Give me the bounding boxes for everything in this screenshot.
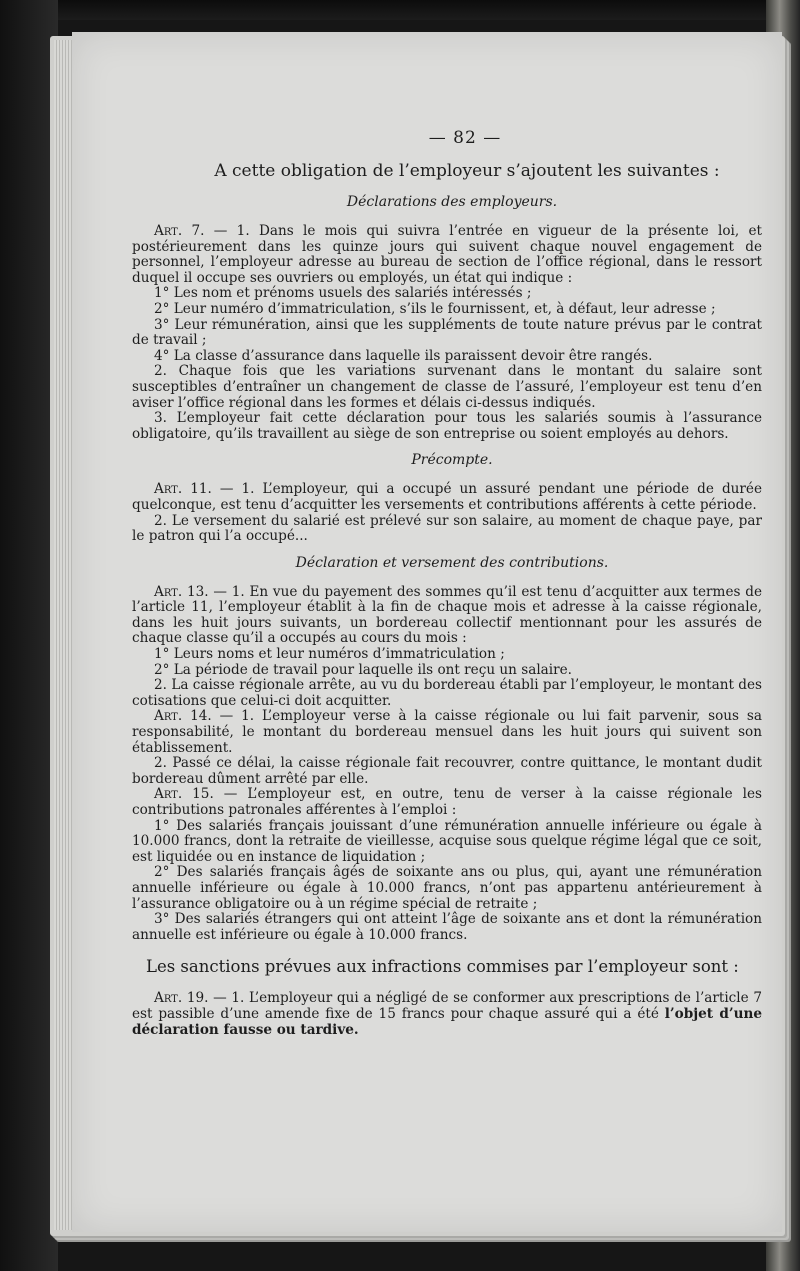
art14-para2: 2. Passé ce délai, la caisse régionale fait recouvrer, contre quittance, le montant dudit bordereau dûment arrêté par elle. <box>132 755 762 787</box>
art15-item1: 1° Des salariés français jouissant d’une rémunération annuelle inférieure ou égale à 10.000 francs, dont la retraite de vieillesse, acquise sous quelque régime légal que ce soit, est liquidée ou en instance de liquidation ; <box>132 817 762 865</box>
heading-versement: Déclaration et versement des contributions. <box>295 554 609 571</box>
art7-item3: 3° Leur rémunération, ainsi que les suppléments de toute nature prévus par le contrat de travail ; <box>132 316 762 349</box>
art15-label: Art. 15. <box>154 786 214 803</box>
art19-text-end: l’objet d’une déclaration fausse ou tardive. <box>132 1005 763 1038</box>
art7-para2: 2. Chaque fois que les variations survenant dans le montant du salaire sont susceptibles d’entraîner un changement de classe de l’assuré, l’employeur est tenu d’en aviser l’office régional dans les formes et délais ci-dessus indiqués. <box>132 363 762 411</box>
art13-text: — 1. En vue du payement des sommes qu’il est tenu d’acquitter aux termes de l’article 11, l’employeur établit à la fin de chaque mois et adresse à la caisse régionale, dans les huit jours suivants, un bordereau collectif mentionnant pour les assurés de chaque classe qu’il a occupés au cours du mois : <box>132 583 762 647</box>
art7-label: Art. 7. <box>154 223 205 239</box>
art7-para1 <box>132 224 762 286</box>
art7-item2: 2° Leur numéro d’immatriculation, s’ils le fournissent, et, à défaut, leur adresse ; <box>154 300 716 317</box>
art13-para2: 2. La caisse régionale arrête, au vu du bordereau établi par l’employeur, le montant des cotisations que celui-ci doit acquitter. <box>132 677 762 709</box>
art7-item4: 4° La classe d’assurance dans laquelle ils paraissent devoir être rangés. <box>154 347 653 364</box>
heading-declarations: Déclarations des employeurs. <box>346 194 558 210</box>
art19-para1 <box>132 991 762 1038</box>
art14-text: — 1. L’employeur verse à la caisse régionale ou lui fait parvenir, sous sa responsabilité, le montant du bordereau mensuel dans les huit jours qui suivent son établissement. <box>132 708 762 756</box>
sanctions-intro: Les sanctions prévues aux infractions commises par l’employeur sont : <box>146 957 739 977</box>
page-number: — 82 — <box>428 128 502 148</box>
art7-text: — 1. Dans le mois qui suivra l’entrée en vigueur de la présente loi, et postérieurement dans les quinze jours qui suivent chaque nouvel engagement de personnel, l’employeur adresse au bureau de section de l’office régional, dans le ressort duquel il occupe ses ouvriers ou employés, un état qui indique : <box>132 223 762 286</box>
art15-para1 <box>132 787 762 818</box>
art7-item1: 1° Les nom et prénoms usuels des salariés intéressés ; <box>154 285 532 302</box>
art11-label: Art. 11. <box>154 481 212 498</box>
art15-text: — L’employeur est, en outre, tenu de verser à la caisse régionale les contributions patronales afférentes à l’emploi : <box>132 786 762 818</box>
art19-label: Art. 19. <box>154 990 209 1007</box>
intro-line: A cette obligation de l’employeur s’ajoutent les suivantes : <box>214 161 720 181</box>
art11-para1 <box>132 482 762 513</box>
art11-text: — 1. L’employeur, qui a occupé un assuré pendant une période de durée quelconque, est tenu d’acquitter les versements et contributions afférents à cette période. <box>132 481 762 513</box>
page-content <box>132 128 762 1088</box>
art13-item1: 1° Leurs noms et leur numéros d’immatriculation ; <box>154 646 505 663</box>
art15-item2: 2° Des salariés français âgés de soixante ans ou plus, qui, ayant une rémunération annuelle inférieure ou égale à 10.000 francs, n’ont pas appartenu antérieurement à l’assurance obligatoire ou à un régime spécial de retraite ; <box>132 864 762 912</box>
heading-precompte: Précompte. <box>411 452 493 469</box>
art11-para2: 2. Le versement du salarié est prélevé sur son salaire, au moment de chaque paye, par le patron qui l’a occupé... <box>132 512 762 545</box>
art14-para1 <box>132 709 762 756</box>
art13-para1 <box>132 585 762 647</box>
art14-label: Art. 14. <box>154 708 212 725</box>
art19-text: — 1. L’employeur qui a négligé de se conformer aux prescriptions de l’article 7 est passible d’une amende fixe de 15 francs pour chaque assuré qui a été <box>132 990 762 1022</box>
art13-label: Art. 13. <box>154 583 209 600</box>
art13-item2: 2° La période de travail pour laquelle ils ont reçu un salaire. <box>154 661 572 678</box>
art15-item3: 3° Des salariés étrangers qui ont atteint l’âge de soixante ans et dont la rémunération annuelle est inférieure ou égale à 10.000 francs. <box>132 911 762 943</box>
binding-top <box>0 0 800 20</box>
art7-para3: 3. L’employeur fait cette déclaration pour tous les salariés soumis à l’assurance obligatoire, qu’ils travaillent au siège de son entreprise ou soient employés au dehors. <box>132 410 762 442</box>
